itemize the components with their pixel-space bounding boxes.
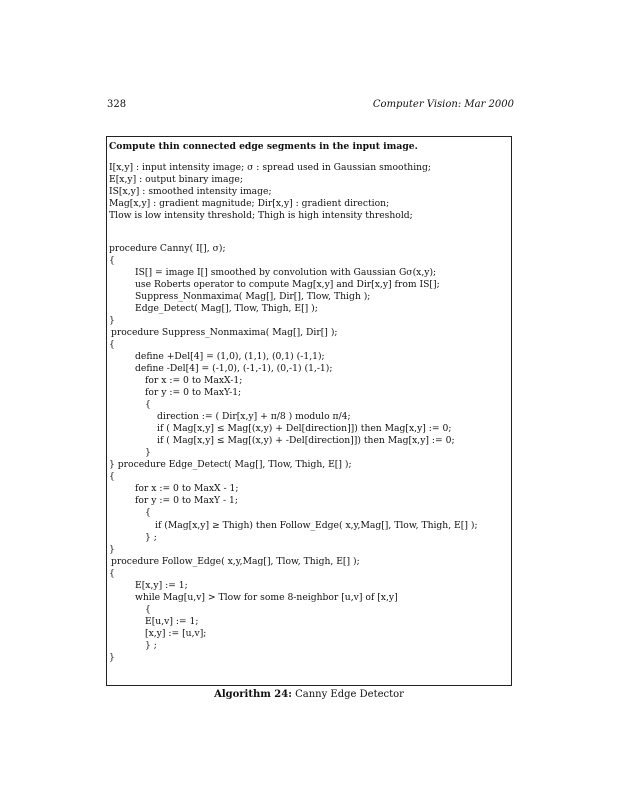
algorithm-line: } <box>145 447 151 458</box>
algorithm-line: for y := 0 to MaxY - 1; <box>135 495 238 506</box>
algorithm-line: define +Del[4] = (1,0), (1,1), (0,1) (-1,1); <box>135 351 325 362</box>
algorithm-line: direction := ( Dir[x,y] + π/8 ) modulo π/4; <box>157 411 351 422</box>
algorithm-line: } <box>109 315 115 326</box>
algorithm-line: { <box>109 255 115 266</box>
algorithm-line: } procedure Edge_Detect( Mag[], Tlow, Thigh, E[] ); <box>109 459 352 470</box>
algorithm-line: define -Del[4] = (-1,0), (-1,-1), (0,-1) (1,-1); <box>135 363 333 374</box>
algorithm-line: { <box>109 568 115 579</box>
algorithm-line: if ( Mag[x,y] ≤ Mag[(x,y) + Del[direction]]) then Mag[x,y] := 0; <box>157 423 452 434</box>
algorithm-line: Mag[x,y] : gradient magnitude; Dir[x,y] : gradient direction; <box>109 198 390 209</box>
algorithm-line: } <box>109 544 115 555</box>
algorithm-line: for x := 0 to MaxX - 1; <box>135 483 239 494</box>
algorithm-line: if ( Mag[x,y] ≤ Mag[(x,y) + -Del[direction]]) then Mag[x,y] := 0; <box>157 435 455 446</box>
caption-text: Canny Edge Detector <box>295 689 404 700</box>
algorithm-line: { <box>145 507 151 518</box>
algorithm-line: IS[x,y] : smoothed intensity image; <box>109 186 272 197</box>
algorithm-box <box>106 136 512 686</box>
algorithm-line: Edge_Detect( Mag[], Tlow, Thigh, E[] ); <box>135 303 318 314</box>
algorithm-line: IS[] = image I[] smoothed by convolution with Gaussian Gσ(x,y); <box>135 267 437 278</box>
algorithm-line: procedure Canny( I[], σ); <box>109 243 226 254</box>
algorithm-line: if (Mag[x,y] ≥ Thigh) then Follow_Edge( x,y,Mag[], Tlow, Thigh, E[] ); <box>155 520 478 531</box>
algorithm-line: { <box>109 339 115 350</box>
caption-label: Algorithm 24: <box>214 689 292 700</box>
algorithm-line: I[x,y] : input intensity image; σ : spread used in Gaussian smoothing; <box>109 162 432 173</box>
algorithm-line: E[u,v] := 1; <box>145 616 199 627</box>
algorithm-title: Compute thin connected edge segments in the input image. <box>109 141 418 152</box>
algorithm-line: { <box>109 471 115 482</box>
algorithm-line: procedure Follow_Edge( x,y,Mag[], Tlow, Thigh, E[] ); <box>111 556 360 567</box>
page-number: 328 <box>107 99 127 110</box>
algorithm-line: E[x,y] := 1; <box>135 580 188 591</box>
algorithm-line: E[x,y] : output binary image; <box>109 174 243 185</box>
algorithm-line: for x := 0 to MaxX-1; <box>145 375 243 386</box>
algorithm-line: Suppress_Nonmaxima( Mag[], Dir[], Tlow, Thigh ); <box>135 291 371 302</box>
algorithm-line: procedure Suppress_Nonmaxima( Mag[], Dir[] ); <box>111 327 338 338</box>
algorithm-line: { <box>145 399 151 410</box>
algorithm-line: use Roberts operator to compute Mag[x,y] and Dir[x,y] from IS[]; <box>135 279 440 290</box>
algorithm-line: } ; <box>145 532 157 543</box>
running-head: Computer Vision: Mar 2000 <box>372 99 514 110</box>
algorithm-line: while Mag[u,v] > Tlow for some 8-neighbor [u,v] of [x,y] <box>135 592 398 603</box>
algorithm-line: Tlow is low intensity threshold; Thigh is high intensity threshold; <box>109 210 413 221</box>
algorithm-line: for y := 0 to MaxY-1; <box>145 387 242 398</box>
algorithm-line: [x,y] := [u,v]; <box>145 628 207 639</box>
algorithm-line: { <box>145 604 151 615</box>
algorithm-caption <box>0 689 618 700</box>
algorithm-line: } <box>109 652 115 663</box>
algorithm-line: } ; <box>145 640 157 651</box>
